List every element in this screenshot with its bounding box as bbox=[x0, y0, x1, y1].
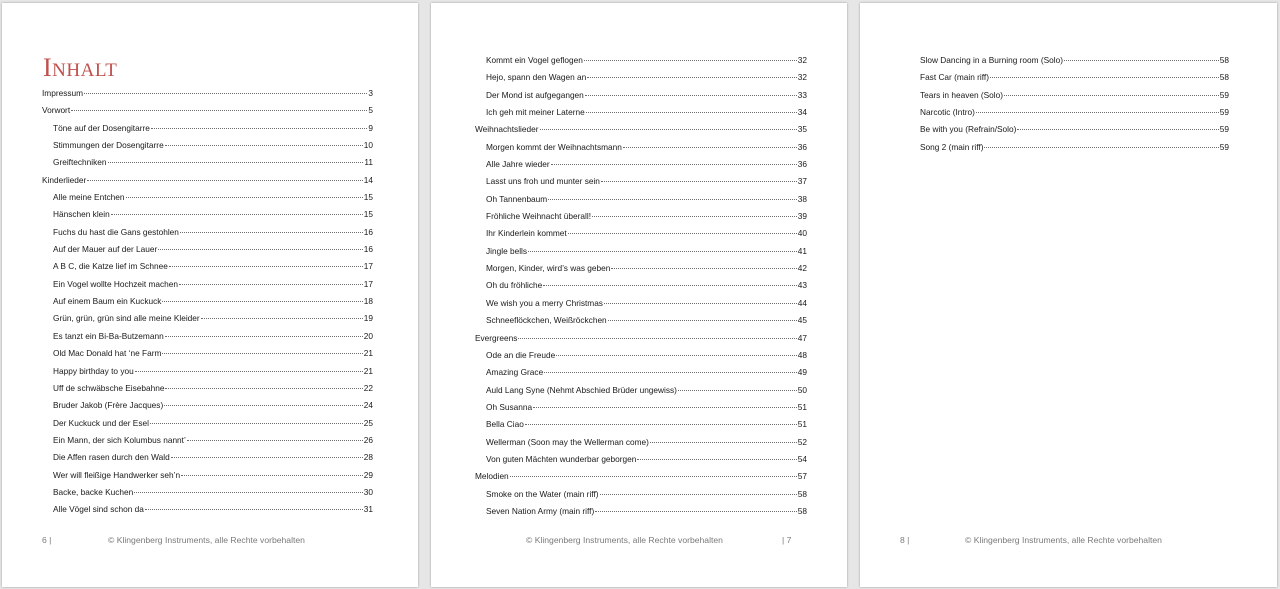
toc-entry[interactable] bbox=[475, 382, 807, 399]
toc-entry-page-number: 48 bbox=[797, 349, 807, 360]
toc-entry[interactable] bbox=[475, 52, 807, 69]
toc-entry-title: Happy birthday to you bbox=[53, 365, 134, 376]
toc-entry[interactable] bbox=[475, 139, 807, 156]
document-page-6 bbox=[2, 3, 418, 587]
toc-entry-title: Wer will fleißige Handwerker seh’n bbox=[53, 469, 181, 480]
toc-dot-leader bbox=[1064, 60, 1219, 61]
toc-entry[interactable] bbox=[475, 69, 807, 86]
document-page-7 bbox=[431, 3, 847, 587]
toc-dot-leader bbox=[601, 181, 797, 182]
toc-entry-title: Smoke on the Water (main riff) bbox=[486, 488, 599, 499]
toc-entry[interactable] bbox=[42, 432, 373, 449]
toc-entry[interactable] bbox=[42, 206, 373, 223]
toc-entry-title: Lasst uns froh und munter sein bbox=[486, 176, 600, 187]
toc-entry-page-number: 36 bbox=[797, 159, 807, 170]
toc-entry-title: Alle Jahre wieder bbox=[486, 159, 550, 170]
toc-entry-title: Hejo, spann den Wagen an bbox=[486, 72, 587, 83]
toc-entry-page-number: 22 bbox=[363, 382, 373, 393]
toc-entry[interactable] bbox=[909, 87, 1229, 104]
toc-dot-leader bbox=[604, 303, 797, 304]
toc-entry-page-number: 11 bbox=[364, 157, 373, 168]
toc-entry[interactable] bbox=[475, 330, 807, 347]
toc-dot-leader bbox=[650, 442, 797, 443]
toc-dot-leader bbox=[525, 424, 797, 425]
toc-entry-title: Oh Tannenbaum bbox=[486, 193, 548, 204]
toc-dot-leader bbox=[533, 407, 797, 408]
toc-entry-title: Der Mond ist aufgegangen bbox=[486, 89, 584, 100]
toc-entry[interactable] bbox=[475, 486, 807, 503]
toc-dot-leader bbox=[134, 492, 363, 493]
toc-entry[interactable] bbox=[42, 258, 373, 275]
toc-dot-leader bbox=[165, 388, 362, 389]
toc-entry-page-number: 21 bbox=[363, 365, 373, 376]
toc-entry[interactable] bbox=[909, 139, 1229, 156]
toc-entry[interactable] bbox=[42, 328, 373, 345]
toc-entry[interactable] bbox=[475, 208, 807, 225]
toc-dot-leader bbox=[164, 405, 363, 406]
toc-dot-leader bbox=[145, 509, 363, 510]
toc-dot-leader bbox=[556, 355, 797, 356]
toc-dot-leader bbox=[169, 266, 363, 267]
toc-entry-title: Song 2 (main riff) bbox=[920, 141, 984, 152]
toc-dot-leader bbox=[179, 284, 363, 285]
toc-entry-title: Töne auf der Dosengitarre bbox=[53, 122, 150, 133]
toc-dot-leader bbox=[587, 77, 797, 78]
toc-entry[interactable] bbox=[42, 467, 373, 484]
toc-entry[interactable] bbox=[42, 172, 373, 189]
toc-entry[interactable] bbox=[475, 434, 807, 451]
toc-entry[interactable] bbox=[475, 312, 807, 329]
toc-dot-leader bbox=[111, 214, 363, 215]
toc-entry[interactable] bbox=[42, 120, 373, 137]
toc-entry-title: Von guten Mächten wunderbar geborgen bbox=[486, 453, 637, 464]
toc-heading-initial: I bbox=[43, 53, 53, 82]
toc-entry-title: Weihnachtslieder bbox=[475, 124, 539, 135]
toc-entry[interactable] bbox=[42, 363, 373, 380]
toc-dot-leader bbox=[540, 129, 797, 130]
toc-dot-leader bbox=[551, 164, 797, 165]
toc-dot-leader bbox=[592, 216, 797, 217]
toc-entry-page-number: 34 bbox=[797, 107, 807, 118]
toc-entry-page-number: 15 bbox=[363, 192, 373, 203]
toc-entry-page-number: 14 bbox=[363, 174, 373, 185]
toc-entry[interactable] bbox=[42, 293, 373, 310]
toc-entry[interactable] bbox=[42, 224, 373, 241]
toc-entry[interactable] bbox=[475, 191, 807, 208]
toc-dot-leader bbox=[518, 338, 796, 339]
toc-dot-leader bbox=[135, 371, 363, 372]
toc-entry[interactable] bbox=[475, 503, 807, 520]
toc-heading-rest: NHALT bbox=[52, 60, 118, 81]
toc-entry-page-number: 26 bbox=[363, 434, 373, 445]
toc-entry[interactable] bbox=[42, 449, 373, 466]
toc-entry-title: Hänschen klein bbox=[53, 209, 110, 220]
toc-entry-page-number: 51 bbox=[797, 419, 807, 430]
toc-entry-title: Narcotic (Intro) bbox=[920, 107, 975, 118]
toc-entry[interactable] bbox=[475, 347, 807, 364]
toc-entry[interactable] bbox=[909, 121, 1229, 138]
toc-entry[interactable] bbox=[475, 104, 807, 121]
toc-entry-page-number: 43 bbox=[797, 280, 807, 291]
toc-entry[interactable] bbox=[475, 399, 807, 416]
toc-entry[interactable] bbox=[475, 416, 807, 433]
toc-entry-page-number: 58 bbox=[797, 505, 807, 516]
toc-entry[interactable] bbox=[909, 104, 1229, 121]
toc-entry-page-number: 41 bbox=[797, 245, 807, 256]
toc-entry-title: Bella Ciao bbox=[486, 419, 524, 430]
toc-entry-title: Evergreens bbox=[475, 332, 518, 343]
toc-entry-title: Backe, backe Kuchen bbox=[53, 486, 134, 497]
toc-entry[interactable] bbox=[475, 87, 807, 104]
toc-list bbox=[475, 52, 807, 520]
toc-entry-title: Impressum bbox=[42, 88, 84, 98]
toc-entry-title: Alle Vögel sind schon da bbox=[53, 504, 144, 515]
toc-entry-title: Amazing Grace bbox=[486, 367, 544, 378]
toc-entry-page-number: 32 bbox=[797, 55, 807, 65]
toc-entry-page-number: 47 bbox=[797, 332, 807, 343]
toc-dot-leader bbox=[171, 457, 363, 458]
toc-entry-title: Be with you (Refrain/Solo) bbox=[920, 124, 1017, 135]
toc-entry-title: Es tanzt ein Bi-Ba-Butzemann bbox=[53, 330, 164, 341]
toc-dot-leader bbox=[586, 112, 797, 113]
toc-entry-page-number: 30 bbox=[363, 486, 373, 497]
toc-entry-page-number: 20 bbox=[363, 330, 373, 341]
toc-entry-title: Schneeflöckchen, Weißröckchen bbox=[486, 315, 607, 326]
toc-entry[interactable] bbox=[42, 102, 373, 119]
toc-entry-title: Jingle bells bbox=[486, 245, 528, 256]
toc-entry-title: Stimmungen der Dosengitarre bbox=[53, 140, 164, 151]
footer-copyright: © Klingenberg Instruments, alle Rechte vorbehalten bbox=[965, 535, 1162, 545]
toc-entry-title: Auf einem Baum ein Kuckuck bbox=[53, 296, 162, 307]
toc-entry[interactable] bbox=[475, 260, 807, 277]
toc-list bbox=[42, 85, 373, 519]
toc-entry-page-number: 16 bbox=[363, 244, 373, 255]
toc-entry-page-number: 24 bbox=[363, 400, 373, 411]
toc-dot-leader bbox=[150, 423, 363, 424]
toc-dot-leader bbox=[84, 93, 367, 94]
toc-entry-page-number: 40 bbox=[797, 228, 807, 239]
toc-list bbox=[909, 52, 1229, 156]
toc-dot-leader bbox=[158, 249, 363, 250]
toc-entry[interactable] bbox=[909, 69, 1229, 86]
toc-entry[interactable] bbox=[42, 241, 373, 258]
toc-heading bbox=[43, 55, 117, 81]
toc-entry[interactable] bbox=[42, 415, 373, 432]
toc-entry-page-number: 58 bbox=[1219, 55, 1229, 65]
toc-entry-title: Tears in heaven (Solo) bbox=[920, 89, 1004, 100]
toc-entry-page-number: 17 bbox=[363, 261, 373, 272]
toc-entry-title: Ein Mann, der sich Kolumbus nannt’ bbox=[53, 434, 186, 445]
toc-entry-title: A B C, die Katze lief im Schnee bbox=[53, 261, 168, 272]
toc-entry-page-number: 25 bbox=[363, 417, 373, 428]
toc-entry-page-number: 38 bbox=[797, 193, 807, 204]
toc-entry-title: Ode an die Freude bbox=[486, 349, 556, 360]
toc-entry-title: We wish you a merry Christmas bbox=[486, 297, 603, 308]
toc-entry-title: Oh du fröhliche bbox=[486, 280, 543, 291]
toc-entry-title: Auld Lang Syne (Nehmt Abschied Brüder ungewiss) bbox=[486, 384, 677, 395]
toc-dot-leader bbox=[528, 251, 797, 252]
toc-entry-page-number: 5 bbox=[368, 105, 373, 116]
toc-dot-leader bbox=[984, 147, 1218, 148]
toc-dot-leader bbox=[548, 199, 797, 200]
toc-dot-leader bbox=[162, 301, 362, 302]
toc-entry[interactable] bbox=[475, 277, 807, 294]
toc-entry-title: Greiftechniken bbox=[53, 157, 107, 168]
toc-entry-title: Der Kuckuck und der Esel bbox=[53, 417, 149, 428]
toc-entry-page-number: 19 bbox=[363, 313, 373, 324]
toc-entry-page-number: 59 bbox=[1219, 107, 1229, 118]
toc-dot-leader bbox=[181, 475, 363, 476]
toc-dot-leader bbox=[990, 77, 1219, 78]
toc-dot-leader bbox=[600, 494, 797, 495]
toc-entry-page-number: 33 bbox=[797, 89, 807, 100]
toc-entry[interactable] bbox=[475, 295, 807, 312]
toc-dot-leader bbox=[611, 268, 796, 269]
toc-dot-leader bbox=[568, 233, 797, 234]
toc-dot-leader bbox=[180, 232, 363, 233]
toc-dot-leader bbox=[165, 336, 363, 337]
toc-dot-leader bbox=[187, 440, 363, 441]
toc-dot-leader bbox=[585, 95, 797, 96]
toc-dot-leader bbox=[71, 110, 367, 111]
toc-entry-page-number: 32 bbox=[797, 72, 807, 83]
toc-entry[interactable] bbox=[475, 243, 807, 260]
toc-entry-page-number: 17 bbox=[363, 278, 373, 289]
toc-entry-page-number: 42 bbox=[797, 263, 807, 274]
toc-entry[interactable] bbox=[42, 189, 373, 206]
toc-entry-title: Oh Susanna bbox=[486, 401, 533, 412]
toc-entry-title: Bruder Jakob (Frère Jacques) bbox=[53, 400, 164, 411]
toc-dot-leader bbox=[510, 476, 797, 477]
toc-entry-title: Fuchs du hast die Gans gestohlen bbox=[53, 226, 179, 237]
toc-dot-leader bbox=[976, 112, 1219, 113]
toc-entry-title: Melodien bbox=[475, 471, 509, 482]
toc-entry-title: Ihr Kinderlein kommet bbox=[486, 228, 567, 239]
footer-copyright: © Klingenberg Instruments, alle Rechte vorbehalten bbox=[108, 535, 305, 545]
toc-entry[interactable] bbox=[475, 173, 807, 190]
toc-dot-leader bbox=[584, 60, 797, 61]
toc-entry[interactable] bbox=[475, 121, 807, 138]
toc-entry[interactable] bbox=[42, 484, 373, 501]
document-page-8 bbox=[860, 3, 1277, 587]
toc-entry-title: Uff de schwäbsche Eisebahne bbox=[53, 382, 165, 393]
toc-entry[interactable] bbox=[42, 380, 373, 397]
toc-entry-title: Ein Vogel wollte Hochzeit machen bbox=[53, 278, 178, 289]
toc-entry-page-number: 18 bbox=[363, 296, 373, 307]
toc-dot-leader bbox=[543, 285, 796, 286]
toc-entry-page-number: 29 bbox=[363, 469, 373, 480]
toc-entry-title: Kinderlieder bbox=[42, 174, 87, 185]
toc-entry-title: Seven Nation Army (main riff) bbox=[486, 505, 595, 516]
toc-entry-title: Die Affen rasen durch den Wald bbox=[53, 452, 170, 463]
toc-entry-page-number: 44 bbox=[797, 297, 807, 308]
toc-entry-page-number: 54 bbox=[797, 453, 807, 464]
toc-entry-page-number: 58 bbox=[1219, 72, 1229, 83]
toc-entry-title: Morgen, Kinder, wird’s was geben bbox=[486, 263, 611, 274]
toc-dot-leader bbox=[1017, 129, 1218, 130]
toc-entry-title: Vorwort bbox=[42, 105, 71, 116]
toc-entry[interactable] bbox=[475, 468, 807, 485]
toc-entry-page-number: 45 bbox=[797, 315, 807, 326]
toc-entry-title: Fröhliche Weihnacht überall! bbox=[486, 211, 591, 222]
toc-entry[interactable] bbox=[42, 310, 373, 327]
toc-entry[interactable] bbox=[909, 52, 1229, 69]
toc-entry-title: Auf der Mauer auf der Lauer bbox=[53, 244, 158, 255]
toc-dot-leader bbox=[544, 372, 797, 373]
toc-entry-title: Ich geh mit meiner Laterne bbox=[486, 107, 585, 118]
footer-page-number: | 7 bbox=[782, 535, 792, 545]
toc-entry-page-number: 58 bbox=[797, 488, 807, 499]
toc-entry[interactable] bbox=[475, 225, 807, 242]
toc-dot-leader bbox=[165, 145, 363, 146]
toc-dot-leader bbox=[87, 180, 362, 181]
toc-entry-title: Kommt ein Vogel geflogen bbox=[486, 55, 583, 65]
toc-entry-page-number: 49 bbox=[797, 367, 807, 378]
toc-entry-title: Old Mac Donald hat ‘ne Farm bbox=[53, 348, 162, 359]
toc-entry[interactable] bbox=[42, 85, 373, 102]
toc-entry-title: Slow Dancing in a Burning room (Solo) bbox=[920, 55, 1063, 65]
toc-dot-leader bbox=[151, 128, 368, 129]
toc-dot-leader bbox=[126, 197, 363, 198]
toc-entry[interactable] bbox=[42, 276, 373, 293]
toc-entry[interactable] bbox=[42, 501, 373, 518]
toc-dot-leader bbox=[608, 320, 797, 321]
toc-entry[interactable] bbox=[475, 451, 807, 468]
toc-entry-page-number: 36 bbox=[797, 141, 807, 152]
toc-dot-leader bbox=[162, 353, 362, 354]
toc-entry[interactable] bbox=[42, 154, 373, 171]
toc-dot-leader bbox=[623, 147, 797, 148]
toc-entry-page-number: 35 bbox=[797, 124, 807, 135]
toc-entry-title: Fast Car (main riff) bbox=[920, 72, 989, 83]
toc-entry[interactable] bbox=[42, 137, 373, 154]
toc-entry[interactable] bbox=[475, 364, 807, 381]
toc-entry-page-number: 9 bbox=[368, 122, 373, 133]
toc-entry[interactable] bbox=[475, 156, 807, 173]
toc-entry-title: Grün, grün, grün sind alle meine Kleider bbox=[53, 313, 200, 324]
toc-entry-page-number: 52 bbox=[797, 436, 807, 447]
toc-entry[interactable] bbox=[42, 397, 373, 414]
toc-dot-leader bbox=[595, 511, 797, 512]
toc-entry-title: Morgen kommt der Weihnachtsmann bbox=[486, 141, 622, 152]
toc-entry-page-number: 3 bbox=[368, 88, 373, 98]
footer-copyright: © Klingenberg Instruments, alle Rechte vorbehalten bbox=[526, 535, 723, 545]
toc-entry-page-number: 31 bbox=[363, 504, 373, 515]
toc-entry-page-number: 51 bbox=[797, 401, 807, 412]
toc-entry-page-number: 59 bbox=[1219, 124, 1229, 135]
toc-entry-page-number: 15 bbox=[363, 209, 373, 220]
toc-entry-page-number: 57 bbox=[797, 471, 807, 482]
toc-entry-page-number: 59 bbox=[1219, 89, 1229, 100]
toc-dot-leader bbox=[201, 318, 363, 319]
toc-dot-leader bbox=[108, 162, 364, 163]
toc-entry-page-number: 28 bbox=[363, 452, 373, 463]
toc-dot-leader bbox=[637, 459, 796, 460]
toc-entry-page-number: 50 bbox=[797, 384, 807, 395]
toc-entry-page-number: 37 bbox=[797, 176, 807, 187]
toc-entry-title: Wellerman (Soon may the Wellerman come) bbox=[486, 436, 649, 447]
toc-entry-page-number: 21 bbox=[363, 348, 373, 359]
footer-page-number: 6 | bbox=[42, 535, 52, 545]
toc-entry-page-number: 39 bbox=[797, 211, 807, 222]
toc-entry-page-number: 10 bbox=[363, 140, 373, 151]
toc-dot-leader bbox=[678, 390, 797, 391]
toc-entry-page-number: 16 bbox=[363, 226, 373, 237]
footer-page-number: 8 | bbox=[900, 535, 910, 545]
toc-entry-title: Alle meine Entchen bbox=[53, 192, 125, 203]
toc-entry-page-number: 59 bbox=[1219, 141, 1229, 152]
toc-entry[interactable] bbox=[42, 345, 373, 362]
toc-dot-leader bbox=[1004, 95, 1219, 96]
